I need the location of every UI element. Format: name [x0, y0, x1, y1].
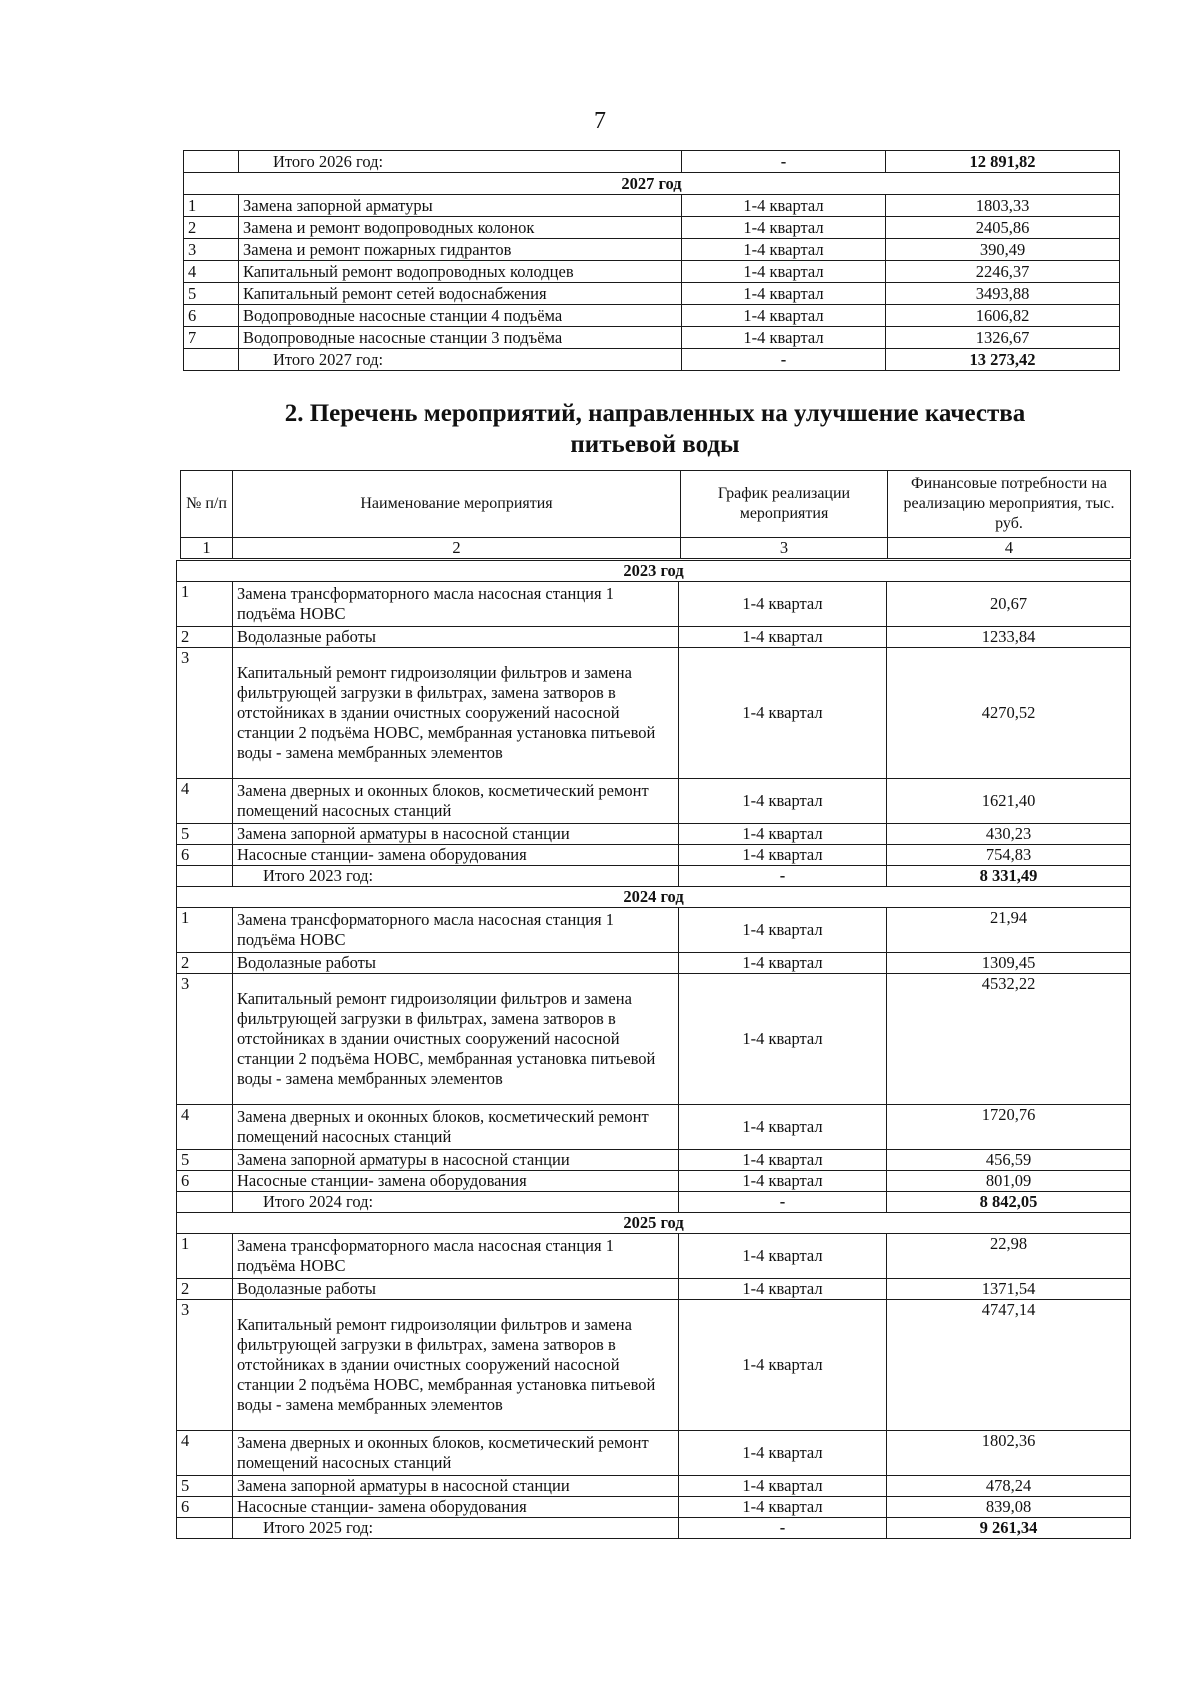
table-row: 1 Замена трансформаторного масла насосная станция 1 подъёма НОВС 1-4 квартал 21,94 [177, 908, 1131, 953]
table-row: 5 Замена запорной арматуры в насосной станции 1-4 квартал 478,24 [177, 1476, 1131, 1497]
table-row: 4 Капитальный ремонт водопроводных колодцев 1-4 квартал 2246,37 [184, 261, 1120, 283]
table-row: 6 Водопроводные насосные станции 4 подъёма 1-4 квартал 1606,82 [184, 305, 1120, 327]
table-row: 1 Замена трансформаторного масла насосная станция 1 подъёма НОВС 1-4 квартал 22,98 [177, 1234, 1131, 1279]
table-row: 2 Замена и ремонт водопроводных колонок 1-4 квартал 2405,86 [184, 217, 1120, 239]
table-row: 2 Водолазные работы 1-4 квартал 1309,45 [177, 953, 1131, 974]
total-row: Итого 2024 год: - 8 842,05 [177, 1192, 1131, 1213]
table-row: 2 Водолазные работы 1-4 квартал 1371,54 [177, 1279, 1131, 1300]
section-heading: 2. Перечень мероприятий, направленных на улучшение качества питьевой воды [284, 400, 1026, 458]
total-row: Итого 2023 год: - 8 331,49 [177, 866, 1131, 887]
total-row-2026: Итого 2026 год: - 12 891,82 [184, 151, 1120, 173]
table-row: 2 Водолазные работы 1-4 квартал 1233,84 [177, 627, 1131, 648]
table-row: 4 Замена дверных и оконных блоков, косметический ремонт помещений насосных станций 1-4 квартал 1720,76 [177, 1105, 1131, 1150]
year-row: 2025 год [177, 1213, 1131, 1234]
table-row: 6 Насосные станции- замена оборудования 1-4 квартал 754,83 [177, 845, 1131, 866]
total-row: Итого 2025 год: - 9 261,34 [177, 1518, 1131, 1539]
table-row: 5 Капитальный ремонт сетей водоснабжения 1-4 квартал 3493,88 [184, 283, 1120, 305]
measures-table [176, 560, 1131, 1539]
year-row-2027: 2027 год [184, 173, 1120, 195]
table-row: 5 Замена запорной арматуры в насосной станции 1-4 квартал 430,23 [177, 824, 1131, 845]
table-row: 7 Водопроводные насосные станции 3 подъёма 1-4 квартал 1326,67 [184, 327, 1120, 349]
table-row: 3 Капитальный ремонт гидроизоляции фильтров и замена фильтрующей загрузки в фильтрах, замена затворов в отстойниках в здании очистных сооружений насосной станции 2 подъёма НОВС, мембранная установка питьевой воды - замена мембранных элементов 1-4 квартал 4747,14 [177, 1300, 1131, 1431]
year-row: 2024 год [177, 887, 1131, 908]
table-row: 1 Замена трансформаторного масла насосная станция 1 подъёма НОВС 1-4 квартал 20,67 [177, 582, 1131, 627]
table-row: 3 Капитальный ремонт гидроизоляции фильтров и замена фильтрующей загрузки в фильтрах, замена затворов в отстойниках в здании очистных сооружений насосной станции 2 подъёма НОВС, мембранная установка питьевой воды - замена мембранных элементов 1-4 квартал 4532,22 [177, 974, 1131, 1105]
column-number-row: 1 2 3 4 [181, 538, 1131, 559]
year-row: 2023 год [177, 561, 1131, 582]
table-row: 4 Замена дверных и оконных блоков, косметический ремонт помещений насосных станций 1-4 квартал 1802,36 [177, 1431, 1131, 1476]
table-row: 6 Насосные станции- замена оборудования 1-4 квартал 801,09 [177, 1171, 1131, 1192]
table-row: 5 Замена запорной арматуры в насосной станции 1-4 квартал 456,59 [177, 1150, 1131, 1171]
table-row: 4 Замена дверных и оконных блоков, косметический ремонт помещений насосных станций 1-4 квартал 1621,40 [177, 779, 1131, 824]
total-row-2027: Итого 2027 год: - 13 273,42 [184, 349, 1120, 371]
table-header-row: № п/п Наименование мероприятия График реализации мероприятия Финансовые потребности на реализацию мероприятия, тыс. руб. [181, 471, 1131, 538]
table-row: 3 Капитальный ремонт гидроизоляции фильтров и замена фильтрующей загрузки в фильтрах, замена затворов в отстойниках в здании очистных сооружений насосной станции 2 подъёма НОВС, мембранная установка питьевой воды - замена мембранных элементов 1-4 квартал 4270,52 [177, 648, 1131, 779]
continuation-table [183, 150, 1120, 371]
table-row: 1 Замена запорной арматуры 1-4 квартал 1803,33 [184, 195, 1120, 217]
table-row: 3 Замена и ремонт пожарных гидрантов 1-4 квартал 390,49 [184, 239, 1120, 261]
table-row: 6 Насосные станции- замена оборудования 1-4 квартал 839,08 [177, 1497, 1131, 1518]
measures-table-header [180, 470, 1131, 559]
page-number: 7 [594, 108, 606, 134]
